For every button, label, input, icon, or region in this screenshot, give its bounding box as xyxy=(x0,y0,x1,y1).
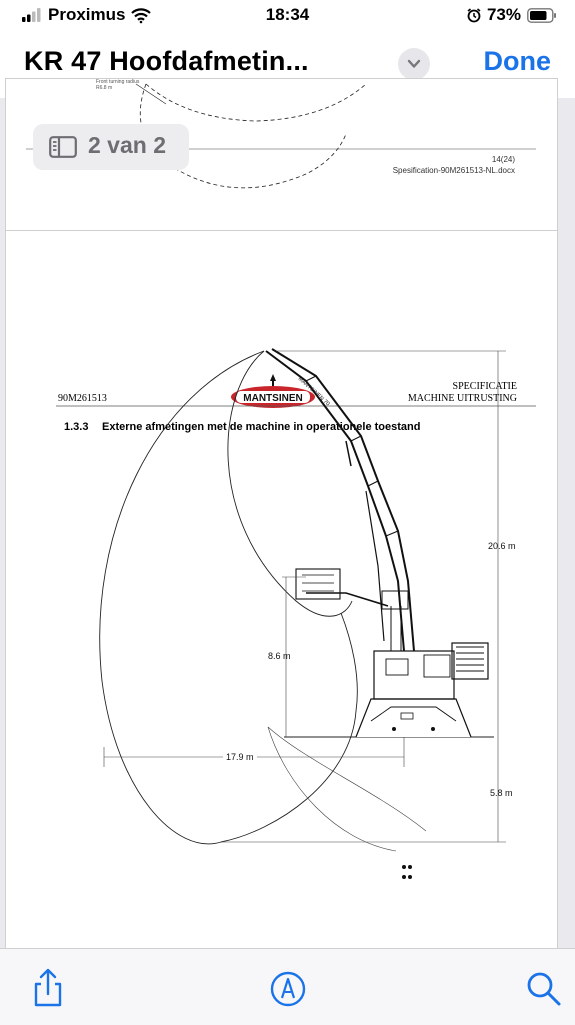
section-title: Externe afmetingen met de machine in operationele toestand xyxy=(102,421,421,433)
turning-radius-label: Front turning radius xyxy=(96,79,140,85)
alarm-icon xyxy=(467,8,481,23)
markup-icon xyxy=(266,967,310,1011)
document-number: 90M261513 xyxy=(58,393,107,404)
page-counter-label: 2 van 2 xyxy=(88,132,166,158)
chevron-down-icon xyxy=(398,48,430,80)
page-number: 14(24) xyxy=(491,155,515,164)
spec-subheading: MACHINE UITRUSTING xyxy=(407,393,517,404)
file-name: Spesification-90M261513-NL.docx xyxy=(392,166,515,175)
status-bar xyxy=(0,0,575,30)
battery-icon xyxy=(527,8,557,23)
bottom-toolbar xyxy=(0,948,575,1025)
pdf-page-2 xyxy=(5,230,558,992)
carrier-name: Proximus xyxy=(48,5,126,24)
spec-heading: SPECIFICATIE xyxy=(452,381,517,392)
dim-reach-label: 17.9 m xyxy=(226,752,254,762)
title-menu-button[interactable] xyxy=(398,48,430,80)
search-button[interactable] xyxy=(522,967,566,1011)
search-icon xyxy=(522,967,566,1011)
boom-label: MANTSINEN 70 xyxy=(296,376,331,408)
document-title[interactable]: KR 47 Hoofdafmetin... xyxy=(24,46,309,76)
share-button[interactable] xyxy=(26,967,70,1011)
status-right xyxy=(467,5,557,25)
dim-pivot-label: 8.6 m xyxy=(268,651,291,661)
turning-radius-value: R6.8 m xyxy=(96,85,113,91)
logo-text: MANTSINEN xyxy=(243,393,303,404)
status-time: 18:34 xyxy=(265,5,310,24)
share-icon xyxy=(26,967,70,1011)
dim-depth-label: 5.8 m xyxy=(490,788,513,798)
section-number: 1.3.3 xyxy=(64,421,89,433)
machine-dimension-drawing xyxy=(6,231,557,991)
markup-button[interactable] xyxy=(266,967,310,1011)
battery-percent: 73% xyxy=(486,5,521,24)
document-viewer[interactable] xyxy=(0,79,575,948)
sidebar-icon xyxy=(49,136,77,158)
page-counter[interactable] xyxy=(33,124,189,170)
done-button[interactable]: Done xyxy=(483,46,551,76)
dim-height-label: 20.6 m xyxy=(488,541,516,551)
